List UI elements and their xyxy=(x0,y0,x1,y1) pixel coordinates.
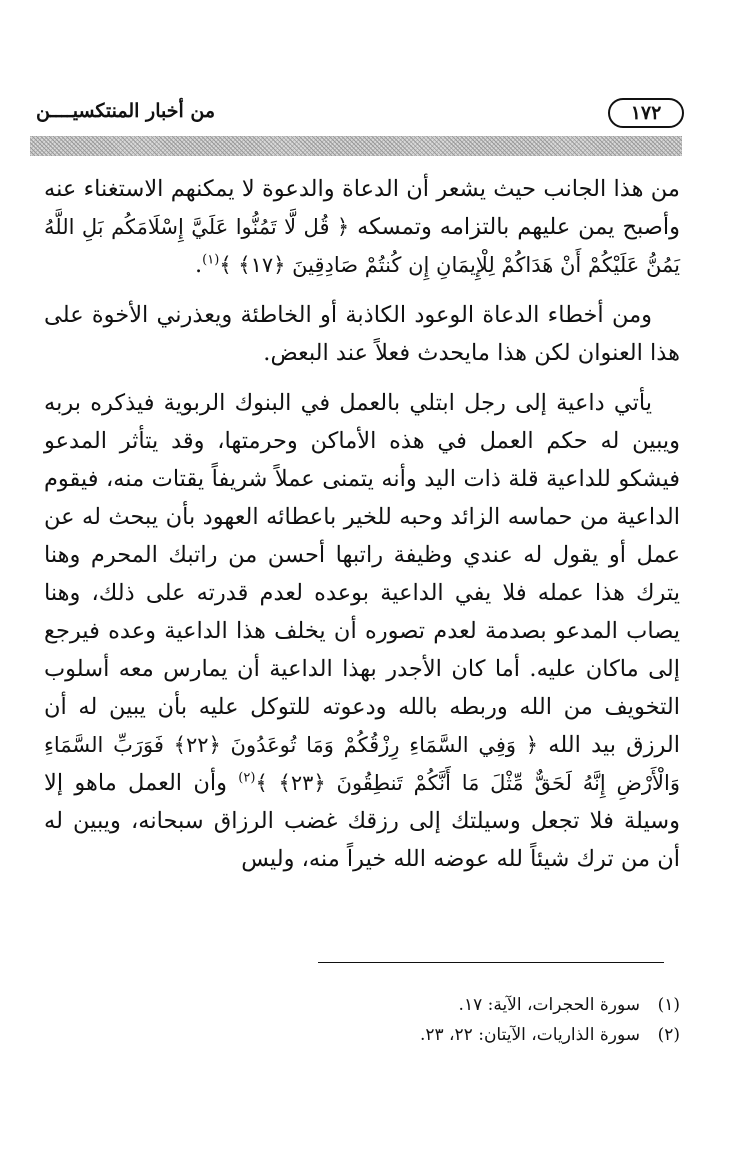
footnote-item xyxy=(250,990,680,1020)
book-title: من أخبار المنتكسيــــن xyxy=(36,100,216,122)
footnote-number: (١) xyxy=(657,995,680,1015)
footnotes xyxy=(250,990,680,1050)
footnote-number: (٢) xyxy=(657,1025,680,1045)
paragraph xyxy=(44,296,680,372)
paragraph-text: ومن أخطاء الدعاة الوعود الكاذبة أو الخاطئة ويعذرني الأخوة على هذا العنوان لكن هذا مايحدث فعلاً عند البعض. xyxy=(44,302,680,366)
quran-verse: ﴿ قُل لَّا تَمُنُّوا عَلَيَّ إِسْلَامَكُم بَلِ اللَّهُ يَمُنُّ عَلَيْكُمْ أَنْ هَدَاكُمْ لِلْإِيمَانِ إِن كُنتُمْ صَادِقِينَ ﴿١٧﴾ ﴾ xyxy=(44,215,680,277)
footnote-item xyxy=(250,1020,680,1050)
footnote-marker: (١) xyxy=(202,252,220,268)
header-ornament-band xyxy=(30,136,682,156)
main-text xyxy=(44,170,680,890)
paragraph-text: يأتي داعية إلى رجل ابتلي بالعمل في البنوك الربوية فيذكره بربه ويبين له حكم العمل في هذه الأماكن وحرمتها، وقد يتأثر المدعو فيشكو للداعية قلة ذات اليد وأنه يتمنى عملاً شريفاً يقتات منه، فيقوم الداعية من حماسه الزائد وحبه للخير باعطائه العهود بأن يبحث له عن عمل أو يقول له عندي وظيفة راتبها أحسن من راتبك المحرم وهنا يترك هذا عمله فلا يفي الداعية بوعده لعدم قدرته على ذلك، وهنا يصاب المدعو بصدمة لعدم تصوره أن يخلف هذا الداعية وعده فيرجع إلى ماكان عليه. أما كان الأجدر بهذا الداعية أن يمارس معه أسلوب التخويف من الله وربطه بالله ودعوته للتوكل عليه بأن يبين له أن الرزق بيد الله xyxy=(44,390,681,758)
page-header xyxy=(30,96,688,130)
quran-verse: ﴿ وَفِي السَّمَاءِ رِزْقُكُمْ وَمَا تُوعَدُونَ ﴿٢٢﴾ فَوَرَبِّ السَّمَاءِ وَالْأَرْضِ إِنَّهُ لَحَقٌّ مِّثْلَ مَا أَنَّكُمْ تَنطِقُونَ ﴿٢٣﴾ ﴾ xyxy=(44,733,680,795)
page-number: ١٧٢ xyxy=(608,98,684,128)
footnote-text: سورة الذاريات، الآيتان: ٢٢، ٢٣. xyxy=(419,1025,640,1045)
paragraph xyxy=(44,170,680,284)
paragraph-text: وأن العمل ماهو إلا وسيلة فلا تجعل وسيلتك إلى رزقك غضب الرزاق سبحانه، ويبين له أن من ترك شيئاً لله عوضه الله خيراً منه، وليس xyxy=(44,770,680,872)
footnote-divider xyxy=(318,962,664,963)
paragraph-text: . xyxy=(195,252,203,278)
footnote-marker: (٢) xyxy=(238,770,256,786)
paragraph xyxy=(44,384,680,878)
footnote-text: سورة الحجرات، الآية: ١٧. xyxy=(458,995,640,1015)
paragraph-text: من هذا الجانب حيث يشعر أن الدعاة والدعوة لا يمكنهم الاستغناء عنه وأصبح يمن عليهم بالتزامه وتمسكه xyxy=(44,176,681,240)
